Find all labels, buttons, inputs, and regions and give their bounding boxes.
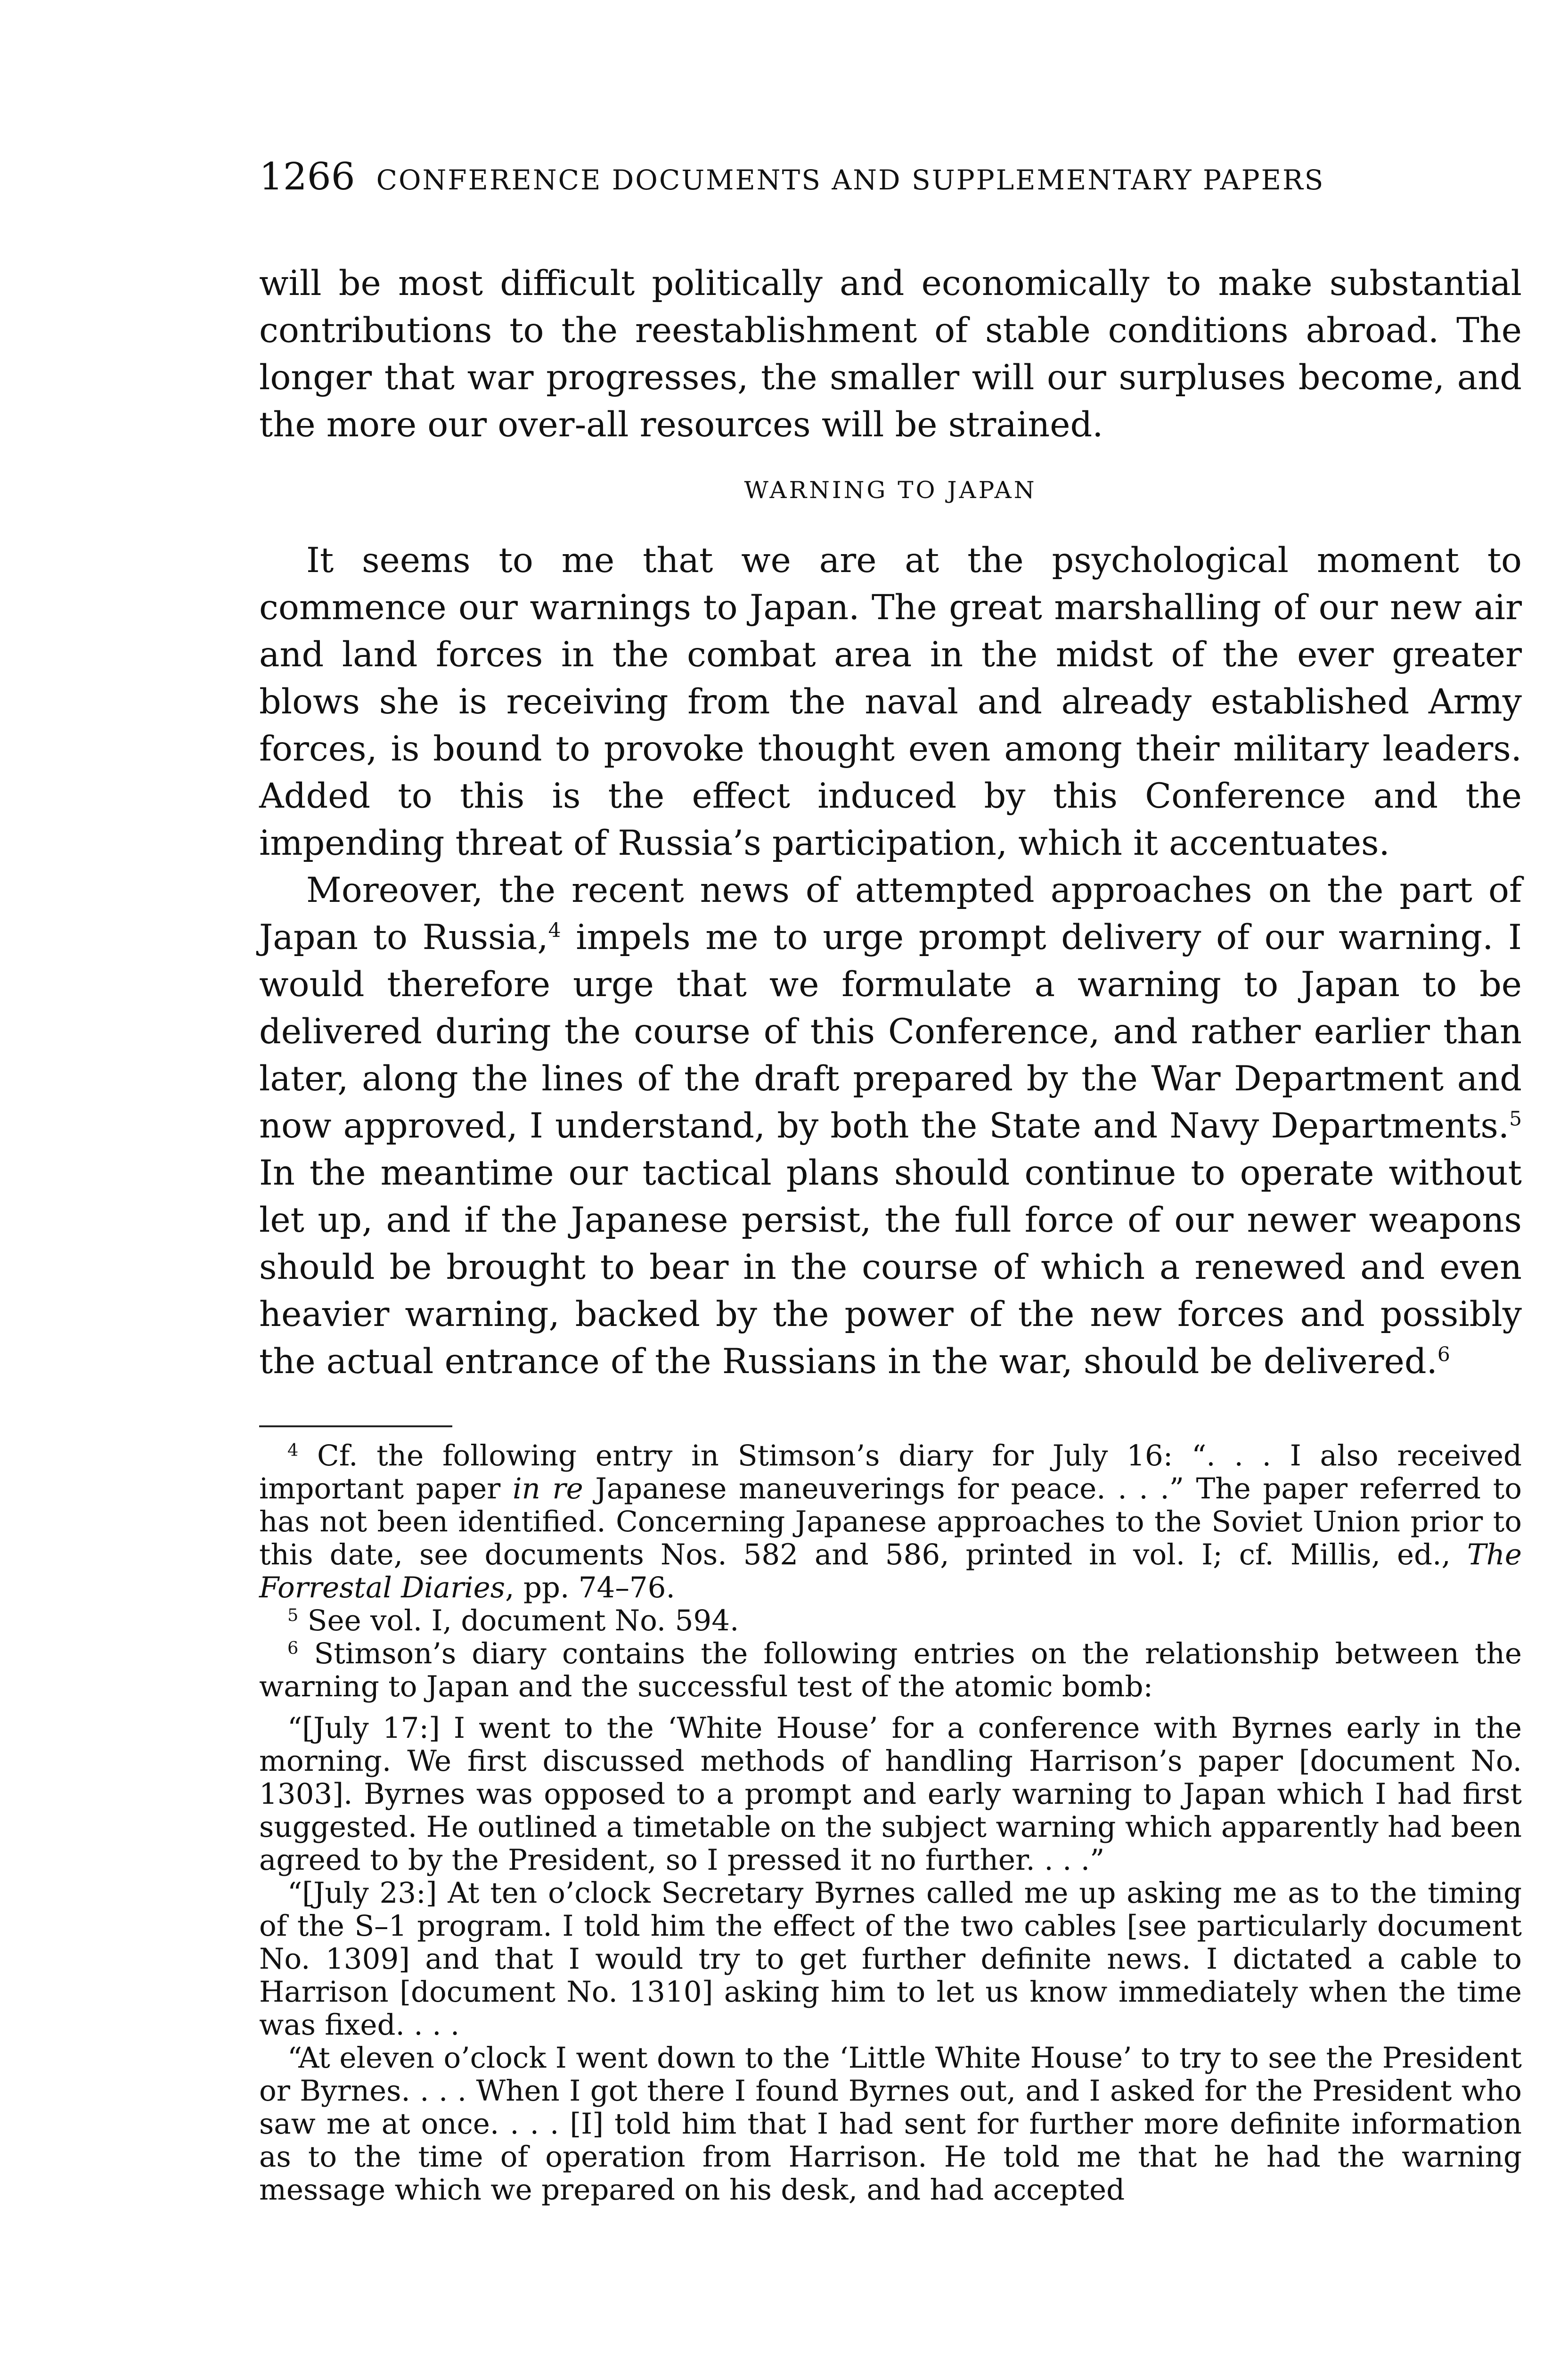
footnote-ref-4: 4 xyxy=(548,918,561,942)
footnote-ref-6: 6 xyxy=(1437,1342,1450,1366)
footnote-4 xyxy=(259,1440,1522,1604)
footnote-5-vol: I xyxy=(431,1604,443,1637)
footnote-6-quote-july-17: “[July 17:] I went to the ‘White House’ for a conference with Byrnes early in the morning. We first discussed methods of handling Harrison’s paper [document No. 1303]. Byrnes was opposed to a prompt and early warning to Japan which I had first suggested. He outlined a timetable on the subject warning which apparently had been agreed to by the President, so I pressed it no further. . . .” xyxy=(259,1711,1522,1877)
footnote-4-text-1: Cf. the following entry in Stimson’s diary for July 16: “. . . I also received important paper xyxy=(259,1439,1522,1505)
footnote-6-quote-july-23: “[July 23:] At ten o’clock Secretary Byrnes called me up asking me as to the timing of the S–1 program. I told him the effect of the two cables [see particularly document No. 1309] and that I would try to get further definite news. I dictated a cable to Harrison [document No. 1310] asking him to let us know immediately when the time was fixed. . . . xyxy=(259,1876,1522,2042)
footnote-6-text: Stimson’s diary contains the following entries on the relationship between the warning to Japan and the successful test of the atomic bomb: xyxy=(259,1637,1522,1703)
footnote-5-marker: 5 xyxy=(287,1604,299,1625)
footnote-divider xyxy=(259,1425,452,1427)
footnote-4-marker: 4 xyxy=(287,1440,299,1460)
paragraph-moreover-part-2: impels me to urge prompt delivery of our warning. I would therefore urge that we formulate a warning to Japan to be delivered during the course of this Conference, and rather earlier than later, along the lines of the draft prepared by the War Department and now approved, I understand, by both the State and Navy Departments. xyxy=(259,917,1522,1146)
footnote-4-text-4: , pp. 74–76. xyxy=(505,1571,675,1604)
paragraph-continued: will be most difficult politically and economically to make substantial contributions to the reestablishment of stable conditions abroad. The longer that war progresses, the smaller will our surpluses become, and the more our over-all resources will be strained. xyxy=(259,263,1522,445)
footnote-6-marker: 6 xyxy=(287,1637,299,1658)
footnote-4-text-2: Japanese maneuverings for peace. . . .” The paper referred to has not been identified. Concerning Japanese approaches to the Soviet Union prior to this date, see documents Nos. 582 and 586, printed in vol. xyxy=(259,1472,1522,1571)
footnote-6-quote-eleven-oclock: “At eleven o’clock I went down to the ‘Little White House’ to try to see the President or Byrnes. . . . When I got there I found Byrnes out, and I asked for the President who saw me at once. . . . [I] told him that I had sent for further more definite information as to the time of operation from Harrison. He told me that he had the warning message which we prepared on his desk, and had accepted xyxy=(259,2041,1522,2207)
footnote-4-italic-1: in re xyxy=(512,1472,583,1505)
running-head xyxy=(259,155,1522,201)
paragraph-warning: It seems to me that we are at the psychological moment to commence our warnings to Japan. The great marshalling of our new air and land forces in the combat area in the midst of the ever greater blows she is receiving from the naval and already established Army forces, is bound to provoke thought even among their military leaders. Added to this is the effect induced by this Conference and the impending threat of Russia’s participation, which it accentuates. xyxy=(259,540,1522,863)
footnote-4-italic-2: The Forrestal Diaries xyxy=(259,1538,1522,1604)
footnote-6 xyxy=(259,1637,1522,1703)
running-title: CONFERENCE DOCUMENTS AND SUPPLEMENTARY PAPERS xyxy=(376,164,1325,196)
footnote-5 xyxy=(259,1604,1522,1637)
page-number: 1266 xyxy=(259,155,355,198)
footnote-4-text-3: ; cf. Millis, ed., xyxy=(1213,1538,1467,1571)
footnote-5-text-1: See vol. xyxy=(298,1604,432,1637)
paragraph-moreover-part-3: In the meantime our tactical plans should continue to operate without let up, and if the Japanese persist, the full force of our newer weapons should be brought to bear in the course of which a renewed and even heavier warning, backed by the power of the new forces and possibly the actual entrance of the Russians in the war, should be delivered. xyxy=(259,1153,1522,1382)
paragraph-moreover xyxy=(259,867,1522,1385)
footnote-4-vol: I xyxy=(1201,1538,1213,1571)
footnote-5-text-2: , document No. 594. xyxy=(442,1604,739,1637)
footnotes xyxy=(259,1440,1522,2207)
footnote-ref-5: 5 xyxy=(1509,1107,1522,1130)
section-heading: WARNING TO JAPAN xyxy=(744,476,1037,504)
page xyxy=(259,155,1522,2207)
paragraph-moreover-part-1: Moreover, the recent news of attempted approaches on the part of Japan to Russia, xyxy=(259,870,1522,957)
